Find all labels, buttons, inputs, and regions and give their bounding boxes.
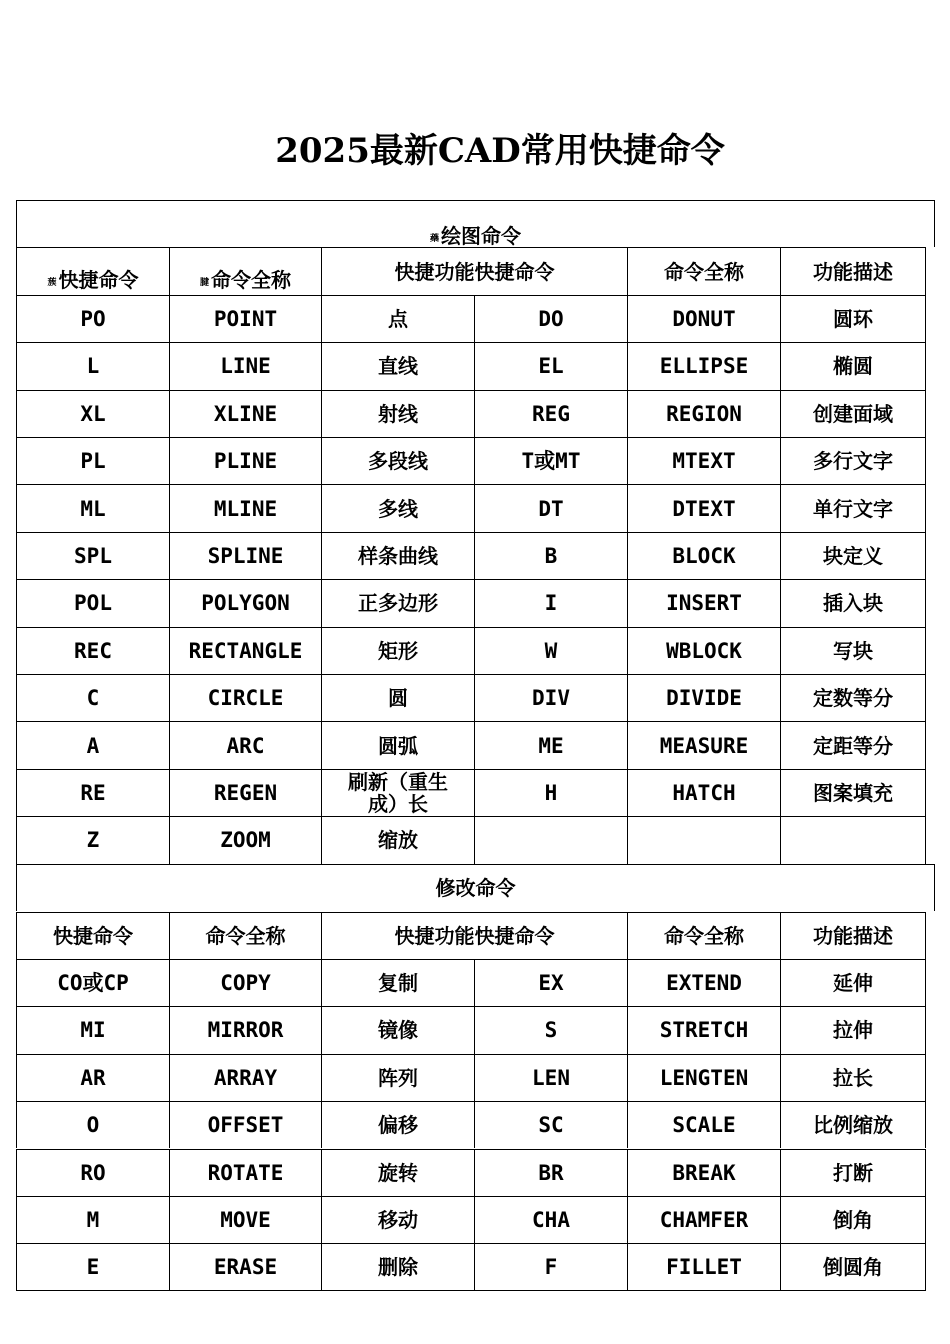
draw-cell-r7-c4	[627, 627, 780, 674]
draw-cell-text-r6-c3: I	[544, 591, 558, 616]
draw-cell-text-r3-c3: T或MT	[521, 449, 581, 474]
modify-cell-text-r5-c0: M	[86, 1208, 100, 1233]
draw-cell-text-r3-c4: MTEXT	[672, 449, 736, 474]
modify-cell-r0-c2	[321, 959, 474, 1006]
draw-cell-text-r5-c5: 块定义	[823, 543, 883, 568]
draw-header-mark-1: 腱	[199, 277, 209, 288]
draw-cell-r6-c3	[474, 579, 627, 626]
draw-cell-text-r2-c5: 创建面域	[813, 401, 893, 426]
draw-cell-text-r11-c1: ZOOM	[220, 828, 271, 853]
modify-cell-r6-c0	[16, 1243, 169, 1290]
modify-cell-r0-c3	[474, 959, 627, 1006]
modify-cell-r4-c4	[627, 1149, 780, 1196]
modify-cell-text-r5-c3: CHA	[532, 1208, 570, 1233]
modify-cell-r1-c0	[16, 1006, 169, 1053]
draw-cell-r11-c4	[627, 816, 780, 863]
draw-cell-text-r0-c3: DO	[538, 306, 564, 331]
modify-header-label-3: 命令全称	[664, 923, 744, 948]
modify-cell-text-r3-c3: SC	[538, 1113, 564, 1138]
modify-cell-r2-c1	[169, 1054, 321, 1101]
draw-section-title-text	[430, 225, 521, 247]
draw-header-text-1	[200, 269, 291, 291]
draw-cell-text-r9-c3: ME	[538, 733, 564, 758]
draw-cell-r3-c1	[169, 437, 321, 484]
draw-cell-text-r1-c2: 直线	[378, 354, 418, 379]
draw-cell-r4-c2	[321, 484, 474, 531]
modify-cell-text-r2-c2: 阵列	[378, 1065, 418, 1090]
draw-cell-r11-c5	[780, 816, 926, 863]
draw-section-title	[16, 200, 935, 247]
draw-cell-text-r11-c2: 缩放	[378, 828, 418, 853]
modify-section-title-text	[436, 877, 516, 899]
modify-cell-text-r3-c0: O	[86, 1113, 100, 1138]
draw-cell-r3-c4	[627, 437, 780, 484]
modify-cell-r3-c0	[16, 1101, 169, 1148]
modify-header-label-1: 命令全称	[205, 923, 286, 948]
modify-cell-text-r6-c0: E	[86, 1254, 100, 1279]
draw-cell-r4-c5	[780, 484, 926, 531]
draw-cell-r2-c2	[321, 390, 474, 437]
modify-cell-r1-c5	[780, 1006, 926, 1053]
draw-cell-r5-c1	[169, 532, 321, 579]
draw-cell-r5-c4	[627, 532, 780, 579]
draw-header-text-0	[47, 269, 138, 291]
modify-cell-text-r4-c3: BR	[538, 1160, 564, 1185]
page-title: 2025最新CAD常用快捷命令	[275, 131, 725, 171]
modify-cell-text-r6-c2: 删除	[378, 1254, 418, 1279]
modify-cell-r6-c3	[474, 1243, 627, 1290]
draw-cell-r3-c0	[16, 437, 169, 484]
draw-cell-text-r0-c0: PO	[80, 306, 106, 331]
draw-cell-text-r5-c1: SPLINE	[207, 543, 284, 568]
modify-cell-r5-c1	[169, 1196, 321, 1243]
draw-cell-r4-c0	[16, 484, 169, 531]
modify-cell-text-r1-c3: S	[544, 1018, 558, 1043]
modify-cell-r2-c5	[780, 1054, 926, 1101]
modify-cell-r6-c1	[169, 1243, 321, 1290]
modify-cell-text-r5-c4: CHAMFER	[659, 1208, 749, 1233]
draw-header-label-2: 快捷功能快捷命令	[394, 259, 555, 284]
draw-cell-r7-c2	[321, 627, 474, 674]
draw-cell-text-r1-c0: L	[86, 354, 100, 379]
modify-header-text-2	[395, 925, 555, 947]
draw-cell-r0-c5	[780, 295, 926, 342]
draw-cell-text-r11-c0: Z	[86, 828, 100, 853]
modify-header-4	[780, 912, 926, 959]
draw-cell-r9-c4	[627, 721, 780, 768]
draw-cell-r1-c5	[780, 342, 926, 389]
draw-cell-r8-c0	[16, 674, 169, 721]
modify-cell-text-r4-c0: RO	[80, 1160, 106, 1185]
draw-cell-text-r4-c0: ML	[80, 496, 106, 521]
modify-cell-text-r6-c4: FILLET	[666, 1254, 742, 1279]
draw-header-1	[169, 247, 321, 294]
draw-cell-r6-c1	[169, 579, 321, 626]
modify-cell-r3-c2	[321, 1101, 474, 1148]
draw-cell-r1-c4	[627, 342, 780, 389]
draw-cell-r1-c2	[321, 342, 474, 389]
modify-cell-text-r4-c1: ROTATE	[207, 1160, 284, 1185]
draw-cell-r10-c1	[169, 769, 321, 816]
modify-cell-r0-c1	[169, 959, 321, 1006]
draw-cell-text-r9-c1: ARC	[226, 733, 265, 758]
modify-header-label-2: 快捷功能快捷命令	[394, 923, 555, 948]
draw-cell-text-r10-c2: 刷新（重生成）长	[348, 769, 448, 816]
draw-cell-text-r1-c5: 椭圆	[833, 354, 873, 379]
draw-cell-r0-c2	[321, 295, 474, 342]
modify-cell-r4-c5	[780, 1149, 926, 1196]
draw-cell-text-r4-c1: MLINE	[213, 496, 278, 521]
draw-cell-r5-c5	[780, 532, 926, 579]
modify-cell-text-r1-c2: 镜像	[378, 1018, 418, 1043]
draw-cell-text-r3-c0: PL	[80, 449, 106, 474]
draw-cell-text-r3-c5: 多行文字	[813, 449, 893, 474]
draw-cell-r4-c1	[169, 484, 321, 531]
draw-header-2	[321, 247, 627, 294]
modify-cell-text-r6-c3: F	[544, 1254, 558, 1279]
draw-cell-r2-c3	[474, 390, 627, 437]
draw-cell-text-r1-c4: ELLIPSE	[659, 354, 749, 379]
draw-cell-text-r10-c3: H	[544, 780, 558, 805]
draw-cell-text-r7-c5: 写块	[833, 638, 873, 663]
modify-cell-text-r2-c1: ARRAY	[213, 1065, 278, 1090]
draw-cell-text-r2-c2: 射线	[378, 401, 418, 426]
draw-section-label: 绘图命令	[441, 224, 521, 248]
modify-cell-r3-c3	[474, 1101, 627, 1148]
draw-cell-r11-c2	[321, 816, 474, 863]
draw-header-text-3	[664, 261, 744, 283]
modify-cell-text-r0-c0: CO或CP	[57, 971, 129, 996]
modify-section-label: 修改命令	[435, 876, 516, 901]
draw-cell-text-r5-c2: 样条曲线	[358, 543, 438, 568]
draw-cell-r5-c3	[474, 532, 627, 579]
modify-section-title	[16, 864, 935, 911]
modify-cell-r4-c0	[16, 1149, 169, 1196]
modify-cell-text-r1-c5: 拉伸	[833, 1018, 873, 1043]
draw-cell-r9-c5	[780, 721, 926, 768]
modify-header-1	[169, 912, 321, 959]
modify-cell-text-r6-c5: 倒圆角	[823, 1254, 883, 1279]
modify-cell-text-r2-c5: 拉长	[833, 1065, 873, 1090]
draw-cell-text-r6-c1: POLYGON	[201, 591, 290, 616]
draw-cell-r3-c3	[474, 437, 627, 484]
draw-cell-text-r6-c0: POL	[74, 591, 112, 616]
modify-cell-r5-c4	[627, 1196, 780, 1243]
modify-header-label-0: 快捷命令	[53, 923, 133, 948]
draw-cell-r8-c3	[474, 674, 627, 721]
modify-cell-r5-c5	[780, 1196, 926, 1243]
modify-cell-text-r5-c1: MOVE	[220, 1208, 271, 1233]
draw-cell-r10-c3	[474, 769, 627, 816]
draw-cell-r3-c2	[321, 437, 474, 484]
modify-cell-text-r5-c2: 移动	[378, 1208, 418, 1233]
modify-cell-r1-c1	[169, 1006, 321, 1053]
draw-cell-r4-c4	[627, 484, 780, 531]
draw-cell-text-r0-c4: DONUT	[672, 306, 736, 331]
draw-cell-r6-c2	[321, 579, 474, 626]
draw-cell-r7-c1	[169, 627, 321, 674]
modify-cell-r2-c0	[16, 1054, 169, 1101]
draw-cell-r4-c3	[474, 484, 627, 531]
draw-cell-r11-c1	[169, 816, 321, 863]
draw-header-label-0: 快捷命令	[58, 267, 139, 292]
modify-cell-text-r3-c5: 比例缩放	[813, 1113, 893, 1138]
draw-cell-text-r10-c0: RE	[80, 780, 106, 805]
modify-cell-text-r0-c5: 延伸	[833, 971, 873, 996]
draw-cell-text-r3-c2: 多段线	[368, 449, 428, 474]
draw-cell-r10-c2	[321, 769, 474, 816]
draw-cell-r2-c1	[169, 390, 321, 437]
draw-cell-text-r4-c5: 单行文字	[813, 496, 893, 521]
modify-cell-r5-c2	[321, 1196, 474, 1243]
modify-cell-r5-c3	[474, 1196, 627, 1243]
modify-cell-r3-c5	[780, 1101, 926, 1148]
draw-cell-r2-c5	[780, 390, 926, 437]
draw-cell-r9-c0	[16, 721, 169, 768]
draw-cell-text-r6-c5: 插入块	[823, 591, 883, 616]
modify-cell-text-r2-c3: LEN	[532, 1065, 570, 1090]
draw-cell-r0-c4	[627, 295, 780, 342]
draw-cell-text-r4-c4: DTEXT	[672, 496, 736, 521]
draw-cell-text-r8-c0: C	[86, 686, 100, 711]
draw-cell-text-r0-c2: 点	[388, 306, 408, 331]
draw-cell-r11-c3	[474, 816, 627, 863]
draw-cell-r10-c4	[627, 769, 780, 816]
modify-cell-r1-c4	[627, 1006, 780, 1053]
draw-cell-text-r10-c1: REGEN	[213, 780, 278, 805]
draw-cell-r8-c2	[321, 674, 474, 721]
modify-cell-r2-c3	[474, 1054, 627, 1101]
draw-cell-text-r8-c4: DIVIDE	[666, 686, 742, 711]
draw-cell-r2-c0	[16, 390, 169, 437]
draw-cell-text-r7-c4: WBLOCK	[666, 638, 742, 663]
modify-header-text-4	[813, 925, 893, 947]
draw-section-mark: 蘃	[429, 234, 439, 245]
draw-cell-r1-c3	[474, 342, 627, 389]
draw-cell-text-r8-c5: 定数等分	[813, 686, 893, 711]
modify-cell-r0-c4	[627, 959, 780, 1006]
modify-cell-text-r5-c5: 倒角	[833, 1208, 873, 1233]
modify-cell-r6-c2	[321, 1243, 474, 1290]
modify-cell-r5-c0	[16, 1196, 169, 1243]
modify-header-text-0	[53, 925, 133, 947]
draw-cell-text-r8-c3: DIV	[532, 686, 570, 711]
draw-header-4	[780, 247, 926, 294]
draw-cell-r0-c0	[16, 295, 169, 342]
modify-cell-text-r1-c1: MIRROR	[207, 1018, 284, 1043]
modify-cell-text-r1-c4: STRETCH	[659, 1018, 749, 1043]
draw-cell-r6-c4	[627, 579, 780, 626]
modify-header-2	[321, 912, 627, 959]
modify-cell-text-r3-c2: 偏移	[378, 1113, 418, 1138]
draw-cell-text-r3-c1: PLINE	[213, 449, 278, 474]
modify-cell-r2-c2	[321, 1054, 474, 1101]
draw-cell-text-r5-c4: BLOCK	[672, 543, 736, 568]
draw-header-label-4: 功能描述	[813, 259, 893, 284]
draw-cell-r9-c3	[474, 721, 627, 768]
draw-cell-text-r5-c3: B	[544, 543, 558, 568]
modify-cell-text-r0-c1: COPY	[220, 971, 271, 996]
draw-header-mark-0: 蔟	[47, 277, 57, 288]
modify-header-text-3	[664, 925, 744, 947]
modify-header-label-4: 功能描述	[813, 923, 893, 948]
modify-header-0	[16, 912, 169, 959]
draw-cell-text-r2-c1: XLINE	[213, 401, 278, 426]
draw-cell-r7-c0	[16, 627, 169, 674]
modify-cell-r4-c2	[321, 1149, 474, 1196]
modify-cell-r6-c5	[780, 1243, 926, 1290]
draw-cell-r8-c5	[780, 674, 926, 721]
draw-cell-text-r1-c1: LINE	[220, 354, 271, 379]
draw-cell-r10-c0	[16, 769, 169, 816]
modify-cell-r3-c1	[169, 1101, 321, 1148]
draw-cell-text-r6-c2: 正多边形	[358, 591, 438, 616]
draw-cell-text-r8-c1: CIRCLE	[207, 686, 284, 711]
draw-cell-text-r9-c5: 定距等分	[813, 733, 893, 758]
modify-cell-r3-c4	[627, 1101, 780, 1148]
modify-cell-r0-c0	[16, 959, 169, 1006]
modify-cell-text-r0-c3: EX	[538, 971, 564, 996]
draw-header-label-3: 命令全称	[664, 259, 744, 284]
draw-cell-r6-c5	[780, 579, 926, 626]
draw-cell-text-r0-c1: POINT	[213, 306, 278, 331]
draw-cell-text-r9-c2: 圆弧	[378, 733, 418, 758]
modify-cell-text-r2-c4: LENGTEN	[659, 1065, 749, 1090]
draw-cell-text-r8-c2: 圆	[388, 686, 408, 711]
draw-cell-r1-c1	[169, 342, 321, 389]
draw-cell-r9-c1	[169, 721, 321, 768]
draw-header-text-2	[395, 261, 555, 283]
modify-cell-r0-c5	[780, 959, 926, 1006]
modify-cell-r1-c3	[474, 1006, 627, 1053]
draw-cell-text-r4-c2: 多线	[378, 496, 418, 521]
draw-cell-r1-c0	[16, 342, 169, 389]
modify-cell-text-r2-c0: AR	[80, 1065, 106, 1090]
modify-cell-r4-c3	[474, 1149, 627, 1196]
draw-cell-r2-c4	[627, 390, 780, 437]
draw-cell-r3-c5	[780, 437, 926, 484]
modify-cell-text-r4-c4: BREAK	[672, 1160, 736, 1185]
draw-cell-r7-c5	[780, 627, 926, 674]
modify-cell-text-r1-c0: MI	[80, 1018, 106, 1043]
draw-cell-r8-c1	[169, 674, 321, 721]
draw-cell-text-r10-c5: 图案填充	[813, 780, 893, 805]
draw-cell-text-r4-c3: DT	[538, 496, 564, 521]
draw-cell-text-r2-c4: REGION	[666, 401, 742, 426]
modify-cell-text-r3-c4: SCALE	[672, 1113, 736, 1138]
draw-cell-r6-c0	[16, 579, 169, 626]
modify-cell-r1-c2	[321, 1006, 474, 1053]
draw-header-label-1: 命令全称	[211, 267, 291, 292]
draw-cell-r10-c5	[780, 769, 926, 816]
draw-cell-text-r2-c3: REG	[532, 401, 570, 426]
draw-cell-r0-c1	[169, 295, 321, 342]
modify-cell-text-r3-c1: OFFSET	[207, 1113, 284, 1138]
draw-cell-r11-c0	[16, 816, 169, 863]
draw-cell-text-r7-c3: W	[544, 638, 558, 663]
modify-cell-text-r0-c4: EXTEND	[666, 971, 742, 996]
modify-cell-text-r0-c2: 复制	[378, 971, 418, 996]
modify-cell-text-r4-c2: 旋转	[378, 1160, 418, 1185]
draw-cell-text-r5-c0: SPL	[74, 543, 112, 568]
draw-cell-text-r0-c5: 圆环	[833, 306, 873, 331]
draw-cell-text-r1-c3: EL	[538, 354, 564, 379]
draw-header-3	[627, 247, 780, 294]
draw-cell-text-r7-c1: RECTANGLE	[188, 638, 303, 663]
draw-header-0	[16, 247, 169, 294]
modify-cell-r2-c4	[627, 1054, 780, 1101]
draw-cell-text-r9-c4: MEASURE	[659, 733, 749, 758]
draw-cell-text-r6-c4: INSERT	[666, 591, 742, 616]
draw-cell-text-r7-c0: REC	[74, 638, 112, 663]
draw-cell-text-r7-c2: 矩形	[378, 638, 418, 663]
draw-cell-r5-c0	[16, 532, 169, 579]
modify-cell-text-r4-c5: 打断	[833, 1160, 873, 1185]
draw-cell-r5-c2	[321, 532, 474, 579]
draw-cell-text-r9-c0: A	[86, 733, 100, 758]
draw-cell-text-r2-c0: XL	[80, 401, 106, 426]
draw-cell-text-r10-c4: HATCH	[672, 780, 736, 805]
draw-cell-r8-c4	[627, 674, 780, 721]
draw-cell-r0-c3	[474, 295, 627, 342]
draw-cell-r7-c3	[474, 627, 627, 674]
draw-header-text-4	[813, 261, 893, 283]
modify-header-3	[627, 912, 780, 959]
modify-cell-text-r6-c1: ERASE	[213, 1254, 278, 1279]
draw-cell-r9-c2	[321, 721, 474, 768]
modify-cell-r6-c4	[627, 1243, 780, 1290]
modify-header-text-1	[206, 925, 286, 947]
modify-cell-r4-c1	[169, 1149, 321, 1196]
